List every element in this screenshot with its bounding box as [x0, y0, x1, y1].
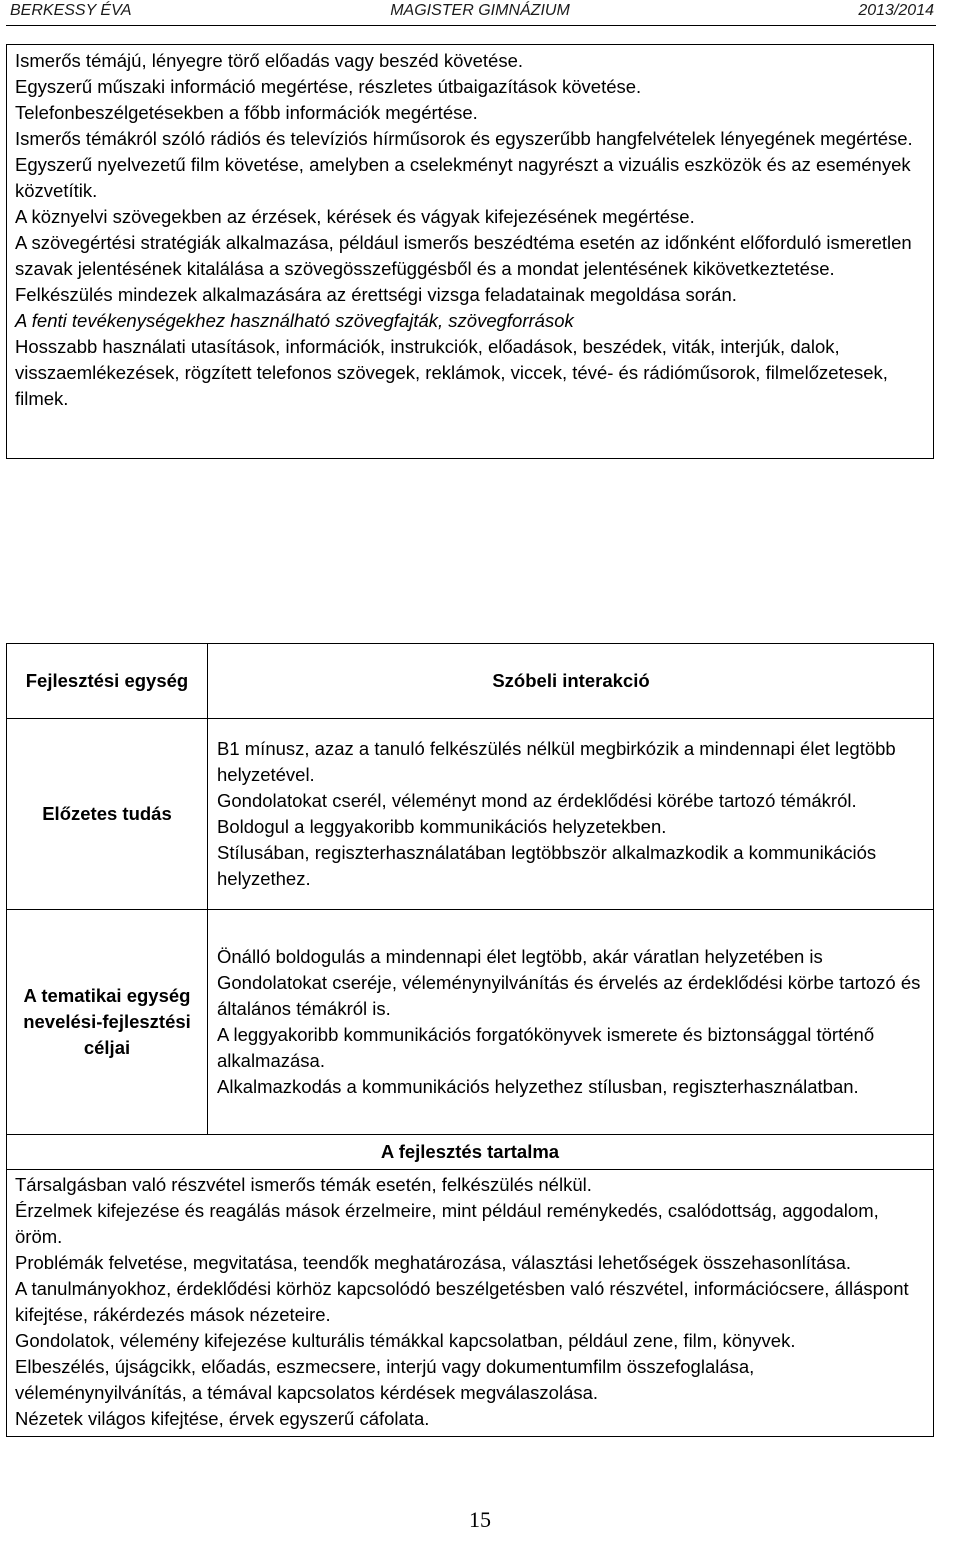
content-cell	[7, 1170, 934, 1437]
content-line: Nézetek világos kifejtése, érvek egyszerű cáfolata.	[15, 1408, 430, 1429]
goal-line: A szövegértési stratégiák alkalmazása, például ismerős beszédtéma esetén az időnként előforduló ismeretlen szavak jelentésének kitalálása a szövegösszefüggésből és a mondat jelentésének kikövetkeztetése.	[15, 232, 912, 279]
header-rule	[6, 25, 936, 26]
content-row	[7, 1170, 934, 1437]
prior-knowledge-label-cell	[7, 719, 208, 910]
content-heading: A fejlesztés tartalma	[380, 1141, 560, 1162]
unit-label: Fejlesztési egység	[25, 670, 189, 691]
content-line: Érzelmek kifejezése és reagálás mások érzelmeire, mint például reménykedés, csalódottság, aggodalom, öröm.	[15, 1200, 879, 1247]
listening-goals-box	[6, 44, 934, 459]
goals-row	[7, 910, 934, 1135]
prior-knowledge-line: Gondolatokat cserél, véleményt mond az érdeklődési körébe tartozó témákról.	[217, 790, 857, 811]
unit-title: Szóbeli interakció	[492, 670, 650, 691]
goal-line: Egyszerű nyelvezetű film követése, amelyben a cselekményt nagyrészt a vizuális eszközök és az események közvetítik.	[15, 154, 911, 201]
page-number: 15	[469, 1507, 491, 1532]
goals-line: Alkalmazkodás a kommunikációs helyzethez stílusban, regiszterhasználatban.	[217, 1076, 859, 1097]
goal-line: Ismerős témájú, lényegre törő előadás vagy beszéd követése.	[15, 50, 524, 71]
unit-row	[7, 644, 934, 719]
development-unit-table	[6, 643, 934, 1437]
content-heading-row	[7, 1135, 934, 1170]
text-types-list: Hosszabb használati utasítások, információk, instrukciók, előadások, beszédek, viták, interjúk, dalok, visszaemlékezések, rögzített telefonos szövegek, reklámok, viccek, tévé- és rádióműsorok, filmelőzetesek, filmek.	[15, 336, 888, 409]
prior-knowledge-line: Boldogul a leggyakoribb kommunikációs helyzetekben.	[217, 816, 667, 837]
goals-line: Önálló boldogulás a mindennapi élet legtöbb, akár váratlan helyzetében is	[217, 946, 823, 967]
prior-knowledge-label: Előzetes tudás	[42, 803, 172, 824]
prior-knowledge-row	[7, 719, 934, 910]
page-header	[0, 0, 960, 26]
goal-line: Egyszerű műszaki információ megértése, részletes útbaigazítások követése.	[15, 76, 642, 97]
content-line: Gondolatok, vélemény kifejezése kulturális témákkal kapcsolatban, például zene, film, könyvek.	[15, 1330, 796, 1351]
goals-line: Gondolatokat cseréje, véleménynyilvánítás és érvelés az érdeklődési körbe tartozó és általános témákról is.	[217, 972, 921, 1019]
goal-line: Ismerős témákról szóló rádiós és televíziós hírműsorok és egyszerűbb hangfelvételek lényegének megértése.	[15, 128, 913, 149]
header-school: MAGISTER GIMNÁZIUM	[390, 2, 570, 19]
content-line: A tanulmányokhoz, érdeklődési körhöz kapcsolódó beszélgetésben való részvétel, információcsere, álláspont kifejtése, rákérdezés mások nézeteire.	[15, 1278, 909, 1325]
content-line: Elbeszélés, újságcikk, előadás, eszmecsere, interjú vagy dokumentumfilm összefoglalása, véleménynyilvánítás, a témával kapcsolatos kérdések megválaszolása.	[15, 1356, 755, 1403]
goals-cell	[208, 910, 934, 1135]
goal-line: A köznyelvi szövegekben az érzések, kérések és vágyak kifejezésének megértése.	[15, 206, 695, 227]
goals-label: A tematikai egység nevelési-fejlesztési céljai	[23, 985, 191, 1058]
content-line: Problémák felvetése, megvitatása, teendők meghatározása, választási lehetőségek összehasonlítása.	[15, 1252, 852, 1273]
goals-label-cell	[7, 910, 208, 1135]
prior-knowledge-line: B1 mínusz, azaz a tanuló felkészülés nélkül megbirkózik a mindennapi élet legtöbb helyzetével.	[217, 738, 896, 785]
prior-knowledge-cell	[208, 719, 934, 910]
content-line: Társalgásban való részvétel ismerős témák esetén, felkészülés nélkül.	[15, 1174, 592, 1195]
unit-label-cell	[7, 644, 208, 719]
header-author: BERKESSY ÉVA	[10, 2, 132, 19]
text-types-subheading: A fenti tevékenységekhez használható szövegfajták, szövegforrások	[15, 310, 574, 331]
goals-line: A leggyakoribb kommunikációs forgatókönyvek ismerete és biztonsággal történő alkalmazása.	[217, 1024, 875, 1071]
content-heading-cell	[7, 1135, 934, 1170]
prior-knowledge-line: Stílusában, regiszterhasználatában legtöbbször alkalmazkodik a kommunikációs helyzethez.	[217, 842, 877, 889]
header-year: 2013/2014	[858, 2, 934, 19]
unit-title-cell	[208, 644, 934, 719]
goal-line: Telefonbeszélgetésekben a főbb információk megértése.	[15, 102, 478, 123]
goal-line: Felkészülés mindezek alkalmazására az érettségi vizsga feladatainak megoldása során.	[15, 284, 737, 305]
